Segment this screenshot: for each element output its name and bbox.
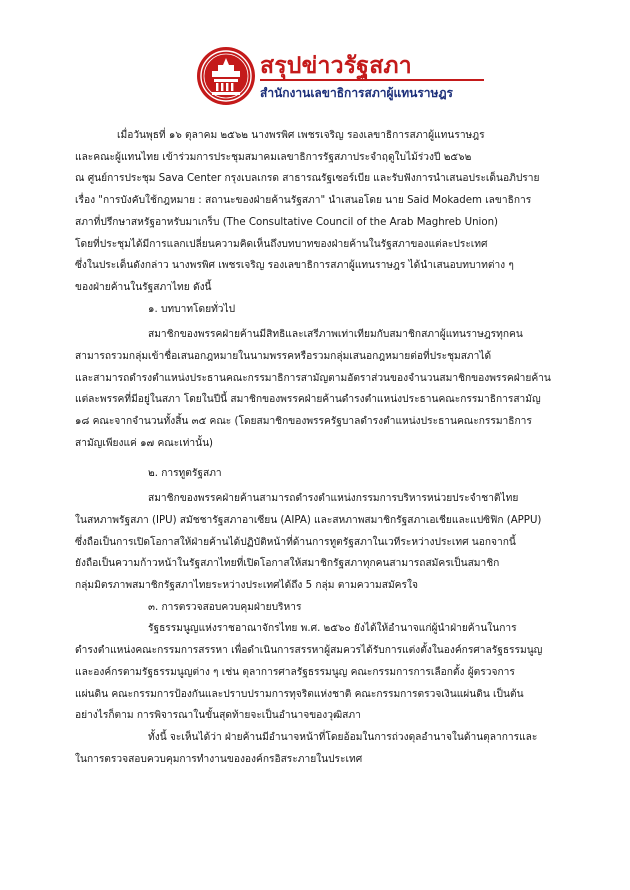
paragraph-line: กลุ่มมิตรภาพสมาชิกรัฐสภาไทยระหว่างประเทศได้ถึง 5 กลุ่ม ตามความสมัครใจ <box>75 580 418 592</box>
paragraph-line: โดยที่ประชุมได้มีการแลกเปลี่ยนความคิดเห็นถึงบทบาทของฝ่ายค้านในรัฐสภาของแต่ละประเทศ <box>75 238 488 250</box>
paragraph-line: แต่ละพรรคที่มีอยู่ในสภา โดยในปีนี้ สมาชิกของพรรคฝ่ายค้านดำรงตำแหน่งประธานคณะกรรมาธิการสามัญ <box>75 394 541 406</box>
paragraph-line: ๑๘ คณะจากจำนวนทั้งสิ้น ๓๕ คณะ (โดยสมาชิกของพรรครัฐบาลดำรงตำแหน่งประธานคณะกรรมาธิการ <box>75 416 532 428</box>
publication-title: สรุปข่าวรัฐสภา <box>260 53 412 79</box>
paragraph-line: ซึ่งในประเด็นดังกล่าว นางพรพิศ เพชรเจริญ รองเลขาธิการสภาผู้แทนราษฎร ได้นำเสนอบทบาทต่าง ๆ <box>75 260 514 272</box>
paragraph-line: ยังถือเป็นความก้าวหน้าในรัฐสภาไทยที่เปิดโอกาสให้สมาชิกรัฐสภาทุกคนสามารถสมัครเป็นสมาชิก <box>75 558 500 570</box>
paragraph-line: ณ ศูนย์การประชุม Sava Center กรุงเบลเกรด สาธารณรัฐเซอร์เบีย และรับฟังการนำเสนอประเด็นอภิปราย <box>75 173 540 185</box>
paragraph-line: สามัญเพียงแค่ ๑๗ คณะเท่านั้น) <box>75 437 214 449</box>
section-heading: ๑. บทบาทโดยทั่วไป <box>148 303 236 315</box>
organization-name: สำนักงานเลขาธิการสภาผู้แทนราษฎร <box>260 86 453 100</box>
paragraph-line: ทั้งนี้ จะเห็นได้ว่า ฝ่ายค้านมีอำนาจหน้าที่โดยอ้อมในการถ่วงดุลอำนาจในด้านตุลาการและ <box>148 731 538 743</box>
letterhead <box>196 46 496 106</box>
paragraph-line: สมาชิกของพรรคฝ่ายค้านมีสิทธิและเสรีภาพเท่าเทียมกับสมาชิกสภาผู้แทนราษฎรทุกคน <box>148 329 523 341</box>
paragraph-line: และคณะผู้แทนไทย เข้าร่วมการประชุมสมาคมเลขาธิการรัฐสภาประจำฤดูใบไม้ร่วงปี ๒๕๖๒ <box>75 151 472 163</box>
paragraph-line: สภาที่ปรึกษาสหรัฐอาหรับมาเกร็บ (The Consultative Council of the Arab Maghreb Union) <box>75 216 499 228</box>
paragraph-line: และองค์กรตามรัฐธรรมนูญต่าง ๆ เช่น ตุลาการศาลรัฐธรรมนูญ คณะกรรมการการเลือกตั้ง ผู้ตรวจการ <box>75 666 515 678</box>
paragraph-line: สมาชิกของพรรคฝ่ายค้านสามารถดำรงตำแหน่งกรรมการบริหารหน่วยประจำชาติไทย <box>148 493 519 505</box>
section-heading: ๒. การทูตรัฐสภา <box>148 467 222 479</box>
section-heading: ๓. การตรวจสอบควบคุมฝ่ายบริหาร <box>148 601 302 613</box>
paragraph-line: เรื่อง "การบังคับใช้กฎหมาย : สถานะของฝ่ายค้านรัฐสภา" นำเสนอโดย นาย Said Mokadem เลขาธิการ <box>75 195 532 207</box>
paragraph-line: รัฐธรรมนูญแห่งราชอาณาจักรไทย พ.ศ. ๒๕๖๐ ยังได้ให้อำนาจแก่ผู้นำฝ่ายค้านในการ <box>148 623 517 635</box>
paragraph-line: แผ่นดิน คณะกรรมการป้องกันและปราบปรามการทุจริตแห่งชาติ คณะกรรมการตรวจเงินแผ่นดิน เป็นต้น <box>75 688 524 700</box>
paragraph-line: ซึ่งถือเป็นการเปิดโอกาสให้ฝ่ายค้านได้ปฏิบัติหน้าที่ด้านการทูตรัฐสภาในเวทีระหว่างประเทศ นอกจากนี้ <box>75 536 516 548</box>
paragraph-line: อย่างไรก็ตาม การพิจารณาในขั้นสุดท้ายจะเป็นอำนาจของวุฒิสภา <box>75 710 361 722</box>
title-divider <box>260 79 484 81</box>
paragraph-line: ในสหภาพรัฐสภา (IPU) สมัชชารัฐสภาอาเซียน (AIPA) และสหภาพสมาชิกรัฐสภาเอเชียและแปซิฟิก (APPU) <box>75 514 542 526</box>
parliament-seal-icon <box>196 46 256 106</box>
paragraph-line: สามารถรวมกลุ่มเข้าชื่อเสนอกฎหมายในนามพรรคหรือรวมกลุ่มเสนอกฎหมายต่อที่ประชุมสภาได้ <box>75 351 492 363</box>
paragraph-line: และสามารถดำรงตำแหน่งประธานคณะกรรมาธิการสามัญตามอัตราส่วนของจำนวนสมาชิกของพรรคฝ่ายค้าน <box>75 372 551 384</box>
paragraph-line: เมื่อวันพุธที่ ๑๖ ตุลาคม ๒๕๖๒ นางพรพิศ เพชรเจริญ รองเลขาธิการสภาผู้แทนราษฎร <box>117 130 485 141</box>
document-body <box>75 125 559 770</box>
paragraph-line: ในการตรวจสอบควบคุมการทำงานขององค์กรอิสระภายในประเทศ <box>75 753 363 765</box>
paragraph-line: ดำรงตำแหน่งคณะกรรมการสรรหา เพื่อดำเนินการสรรหาผู้สมควรได้รับการแต่งตั้งในองค์กรศาลรัฐธรรมนูญ <box>75 645 543 657</box>
paragraph-line: ของฝ่ายค้านในรัฐสภาไทย ดังนี้ <box>75 281 212 293</box>
